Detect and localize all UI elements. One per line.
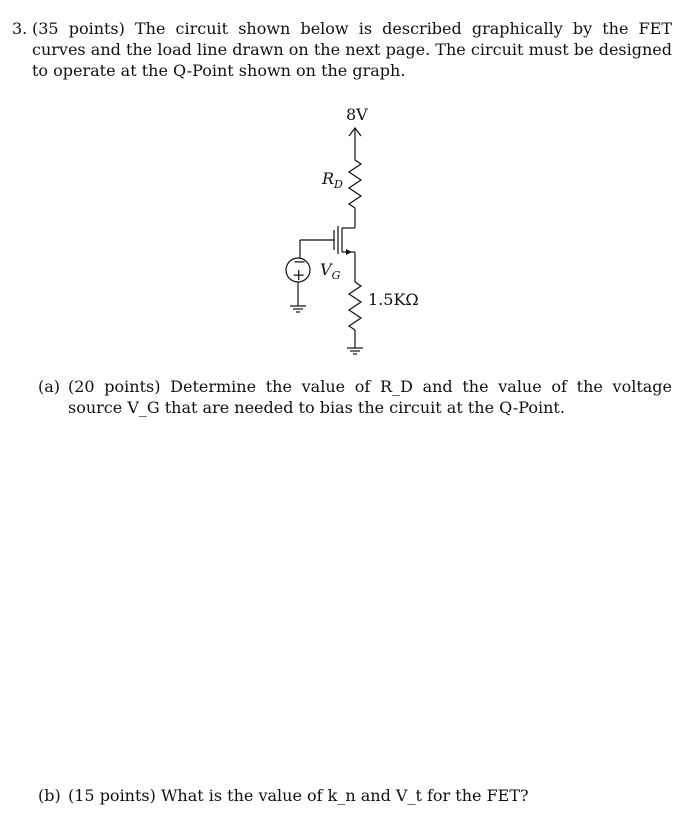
vg-label: $V_G$ [320, 260, 341, 282]
part-b [38, 785, 672, 806]
rd-label: $R_D$ [322, 169, 343, 191]
rd-resistor [349, 152, 361, 228]
supply-arrow [349, 128, 361, 152]
part-a-text: (20 points) Determine the value of R_D and the value of the voltage source V_G that are needed to bias the circuit at the Q-Point. [68, 377, 672, 417]
problem-3 [12, 18, 672, 81]
part-b-label: (b) [38, 786, 61, 805]
supply-voltage-label: 8V [346, 105, 368, 124]
problem-statement: (35 points) The circuit shown below is described graphically by the FET curves and the load line drawn on the next page. The circuit must be designed to operate at the Q-Point shown on the graph. [32, 19, 672, 80]
mosfet-arrow [346, 249, 352, 255]
circuit-diagram [260, 100, 460, 370]
part-a [38, 376, 672, 418]
vg-minus-sign: − [293, 252, 307, 271]
circuit-svg [260, 100, 460, 370]
source-resistor [347, 276, 363, 354]
problem-number: 3. [12, 19, 28, 38]
part-b-text: (15 points) What is the value of k_n and V_t for the FET? [68, 786, 529, 805]
part-a-label: (a) [38, 377, 61, 396]
rs-value-label: 1.5KΩ [368, 290, 419, 309]
vg-plus-sign: + [292, 265, 306, 284]
